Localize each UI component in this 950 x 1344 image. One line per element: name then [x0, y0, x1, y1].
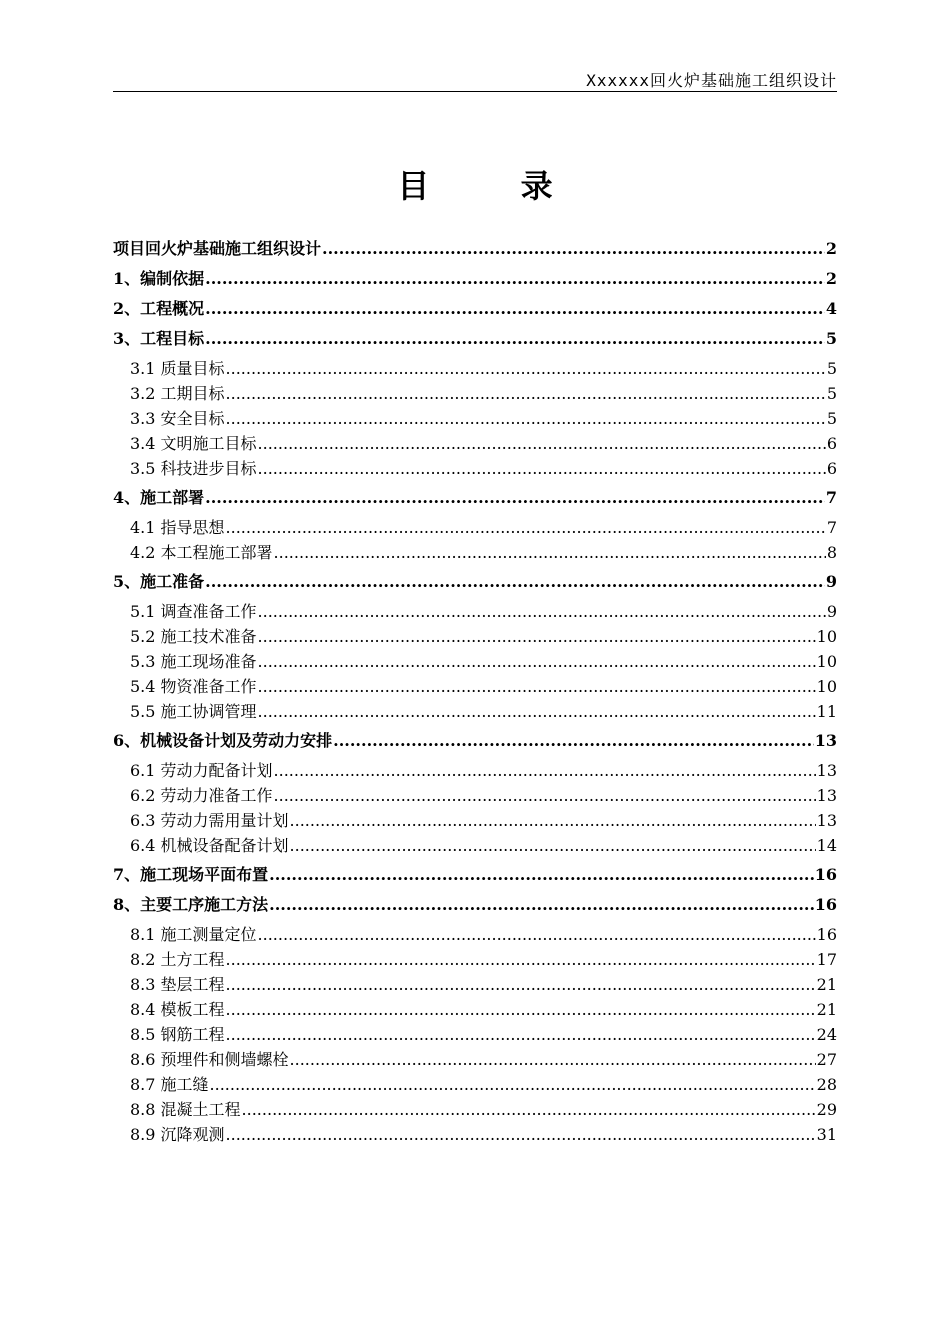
toc-section-entry[interactable] [113, 515, 837, 540]
toc-page-number: 6 [826, 434, 837, 453]
toc-section-entry[interactable] [113, 758, 837, 783]
toc-dot-leader [322, 236, 825, 261]
toc-page-number: 6 [826, 459, 837, 478]
toc-entry-title: 5.2 施工技术准备 [130, 627, 257, 646]
toc-entry-title: 6.3 劳动力需用量计划 [130, 811, 289, 830]
toc-entry-title: 3、工程目标 [113, 329, 205, 348]
toc-dot-leader [258, 699, 816, 724]
toc-entry-title: 项目回火炉基础施工组织设计 [113, 239, 322, 258]
toc-entry-title: 5.3 施工现场准备 [130, 652, 257, 671]
toc-page-number: 27 [816, 1050, 837, 1069]
toc-entry-title: 4.1 指导思想 [130, 518, 225, 537]
toc-page-number: 31 [816, 1125, 837, 1144]
toc-entry-title: 7、施工现场平面布置 [113, 865, 269, 884]
toc-dot-leader [205, 326, 825, 351]
toc-page-number: 14 [816, 836, 837, 855]
toc-section-entry[interactable] [113, 674, 837, 699]
toc-dot-leader [205, 266, 825, 291]
toc-entry-title: 5.4 物资准备工作 [130, 677, 257, 696]
toc-entry-title: 3.3 安全目标 [130, 409, 225, 428]
toc-section-entry[interactable] [113, 599, 837, 624]
toc-page-number: 28 [816, 1075, 837, 1094]
toc-page-number: 2 [825, 239, 837, 258]
toc-entry-title: 6.4 机械设备配备计划 [130, 836, 289, 855]
toc-entry-title: 6、机械设备计划及劳动力安排 [113, 731, 333, 750]
toc-chapter-entry[interactable] [113, 266, 837, 291]
toc-section-entry[interactable] [113, 381, 837, 406]
toc-chapter-entry[interactable] [113, 569, 837, 594]
toc-page-number: 5 [825, 329, 837, 348]
toc-page-number: 10 [816, 627, 837, 646]
toc-entry-title: 5.5 施工协调管理 [130, 702, 257, 721]
toc-dot-leader [258, 431, 826, 456]
toc-dot-leader [274, 540, 826, 565]
toc-dot-leader [226, 406, 826, 431]
toc-entry-title: 8.8 混凝土工程 [130, 1100, 241, 1119]
toc-section-entry[interactable] [113, 1097, 837, 1122]
running-header: Xxxxxx回火炉基础施工组织设计 [586, 71, 837, 90]
toc-section-entry[interactable] [113, 947, 837, 972]
toc-dot-leader [242, 1097, 816, 1122]
toc-page-number: 10 [816, 677, 837, 696]
toc-dot-leader [205, 296, 825, 321]
toc-entry-title: 3.5 科技进步目标 [130, 459, 257, 478]
toc-dot-leader [274, 758, 816, 783]
toc-page-number: 7 [825, 488, 837, 507]
toc-chapter-entry[interactable] [113, 326, 837, 351]
toc-page-number: 5 [826, 384, 837, 403]
toc-dot-leader [290, 808, 816, 833]
toc-dot-leader [226, 972, 816, 997]
toc-chapter-entry[interactable] [113, 236, 837, 261]
toc-section-entry[interactable] [113, 808, 837, 833]
toc-entry-title: 8.5 钢筋工程 [130, 1025, 225, 1044]
toc-dot-leader [258, 624, 816, 649]
toc-entry-title: 5.1 调查准备工作 [130, 602, 257, 621]
toc-entry-title: 8.4 模板工程 [130, 1000, 225, 1019]
toc-entry-title: 4.2 本工程施工部署 [130, 543, 273, 562]
toc-entry-title: 3.2 工期目标 [130, 384, 225, 403]
toc-dot-leader [226, 947, 816, 972]
toc-page-number: 16 [814, 895, 837, 914]
toc-section-entry[interactable] [113, 783, 837, 808]
toc-dot-leader [258, 922, 816, 947]
toc-entry-title: 8.6 预埋件和侧墙螺栓 [130, 1050, 289, 1069]
toc-dot-leader [290, 1047, 816, 1072]
toc-dot-leader [269, 892, 814, 917]
toc-section-entry[interactable] [113, 972, 837, 997]
toc-section-entry[interactable] [113, 699, 837, 724]
toc-page-number: 13 [814, 731, 837, 750]
toc-section-entry[interactable] [113, 649, 837, 674]
toc-dot-leader [226, 515, 826, 540]
toc-section-entry[interactable] [113, 540, 837, 565]
toc-dot-leader [290, 833, 816, 858]
toc-entry-title: 8.9 沉降观测 [130, 1125, 225, 1144]
toc-dot-leader [274, 783, 816, 808]
toc-section-entry[interactable] [113, 1072, 837, 1097]
toc-page-number: 4 [825, 299, 837, 318]
toc-dot-leader [226, 381, 826, 406]
toc-page-number: 13 [816, 811, 837, 830]
toc-section-entry[interactable] [113, 1047, 837, 1072]
toc-dot-leader [226, 1022, 816, 1047]
toc-section-entry[interactable] [113, 1122, 837, 1147]
toc-dot-leader [205, 569, 825, 594]
toc-chapter-entry[interactable] [113, 296, 837, 321]
toc-dot-leader [226, 356, 826, 381]
toc-dot-leader [205, 485, 825, 510]
toc-entry-title: 4、施工部署 [113, 488, 205, 507]
toc-dot-leader [333, 728, 814, 753]
toc-entry-title: 8.3 垫层工程 [130, 975, 225, 994]
toc-entry-title: 5、施工准备 [113, 572, 205, 591]
toc-entry-title: 8.7 施工缝 [130, 1075, 209, 1094]
table-of-contents [113, 236, 837, 1147]
toc-page-number: 24 [816, 1025, 837, 1044]
toc-page-number: 13 [816, 786, 837, 805]
toc-page-number: 13 [816, 761, 837, 780]
toc-entry-title: 6.1 劳动力配备计划 [130, 761, 273, 780]
toc-entry-title: 3.4 文明施工目标 [130, 434, 257, 453]
toc-chapter-entry[interactable] [113, 862, 837, 887]
toc-entry-title: 8.1 施工测量定位 [130, 925, 257, 944]
toc-dot-leader [258, 599, 826, 624]
toc-page-number: 8 [826, 543, 837, 562]
toc-section-entry[interactable] [113, 431, 837, 456]
toc-entry-title: 3.1 质量目标 [130, 359, 225, 378]
toc-entry-title: 2、工程概况 [113, 299, 205, 318]
toc-page-number: 5 [826, 409, 837, 428]
toc-section-entry[interactable] [113, 406, 837, 431]
toc-page-number: 10 [816, 652, 837, 671]
toc-section-entry[interactable] [113, 624, 837, 649]
toc-section-entry[interactable] [113, 922, 837, 947]
toc-dot-leader [269, 862, 814, 887]
toc-dot-leader [258, 456, 826, 481]
toc-page-number: 11 [816, 702, 837, 721]
toc-section-entry[interactable] [113, 833, 837, 858]
toc-page-number: 21 [816, 975, 837, 994]
toc-chapter-entry[interactable] [113, 892, 837, 917]
toc-dot-leader [210, 1072, 816, 1097]
toc-chapter-entry[interactable] [113, 728, 837, 753]
toc-chapter-entry[interactable] [113, 485, 837, 510]
toc-entry-title: 6.2 劳动力准备工作 [130, 786, 273, 805]
toc-page-number: 21 [816, 1000, 837, 1019]
toc-page-number: 16 [816, 925, 837, 944]
toc-section-entry[interactable] [113, 456, 837, 481]
toc-page-number: 17 [816, 950, 837, 969]
toc-dot-leader [258, 674, 816, 699]
toc-section-entry[interactable] [113, 997, 837, 1022]
toc-section-entry[interactable] [113, 1022, 837, 1047]
toc-page-number: 9 [825, 572, 837, 591]
toc-entry-title: 8、主要工序施工方法 [113, 895, 269, 914]
toc-entry-title: 8.2 土方工程 [130, 950, 225, 969]
toc-section-entry[interactable] [113, 356, 837, 381]
toc-page-number: 2 [825, 269, 837, 288]
toc-dot-leader [226, 997, 816, 1022]
toc-entry-title: 1、编制依据 [113, 269, 205, 288]
toc-dot-leader [258, 649, 816, 674]
toc-page-number: 7 [826, 518, 837, 537]
header-rule [113, 91, 837, 92]
toc-page-number: 16 [814, 865, 837, 884]
toc-title: 目 录 [397, 167, 593, 205]
toc-page-number: 5 [826, 359, 837, 378]
toc-page-number: 9 [826, 602, 837, 621]
toc-page-number: 29 [816, 1100, 837, 1119]
toc-dot-leader [226, 1122, 816, 1147]
